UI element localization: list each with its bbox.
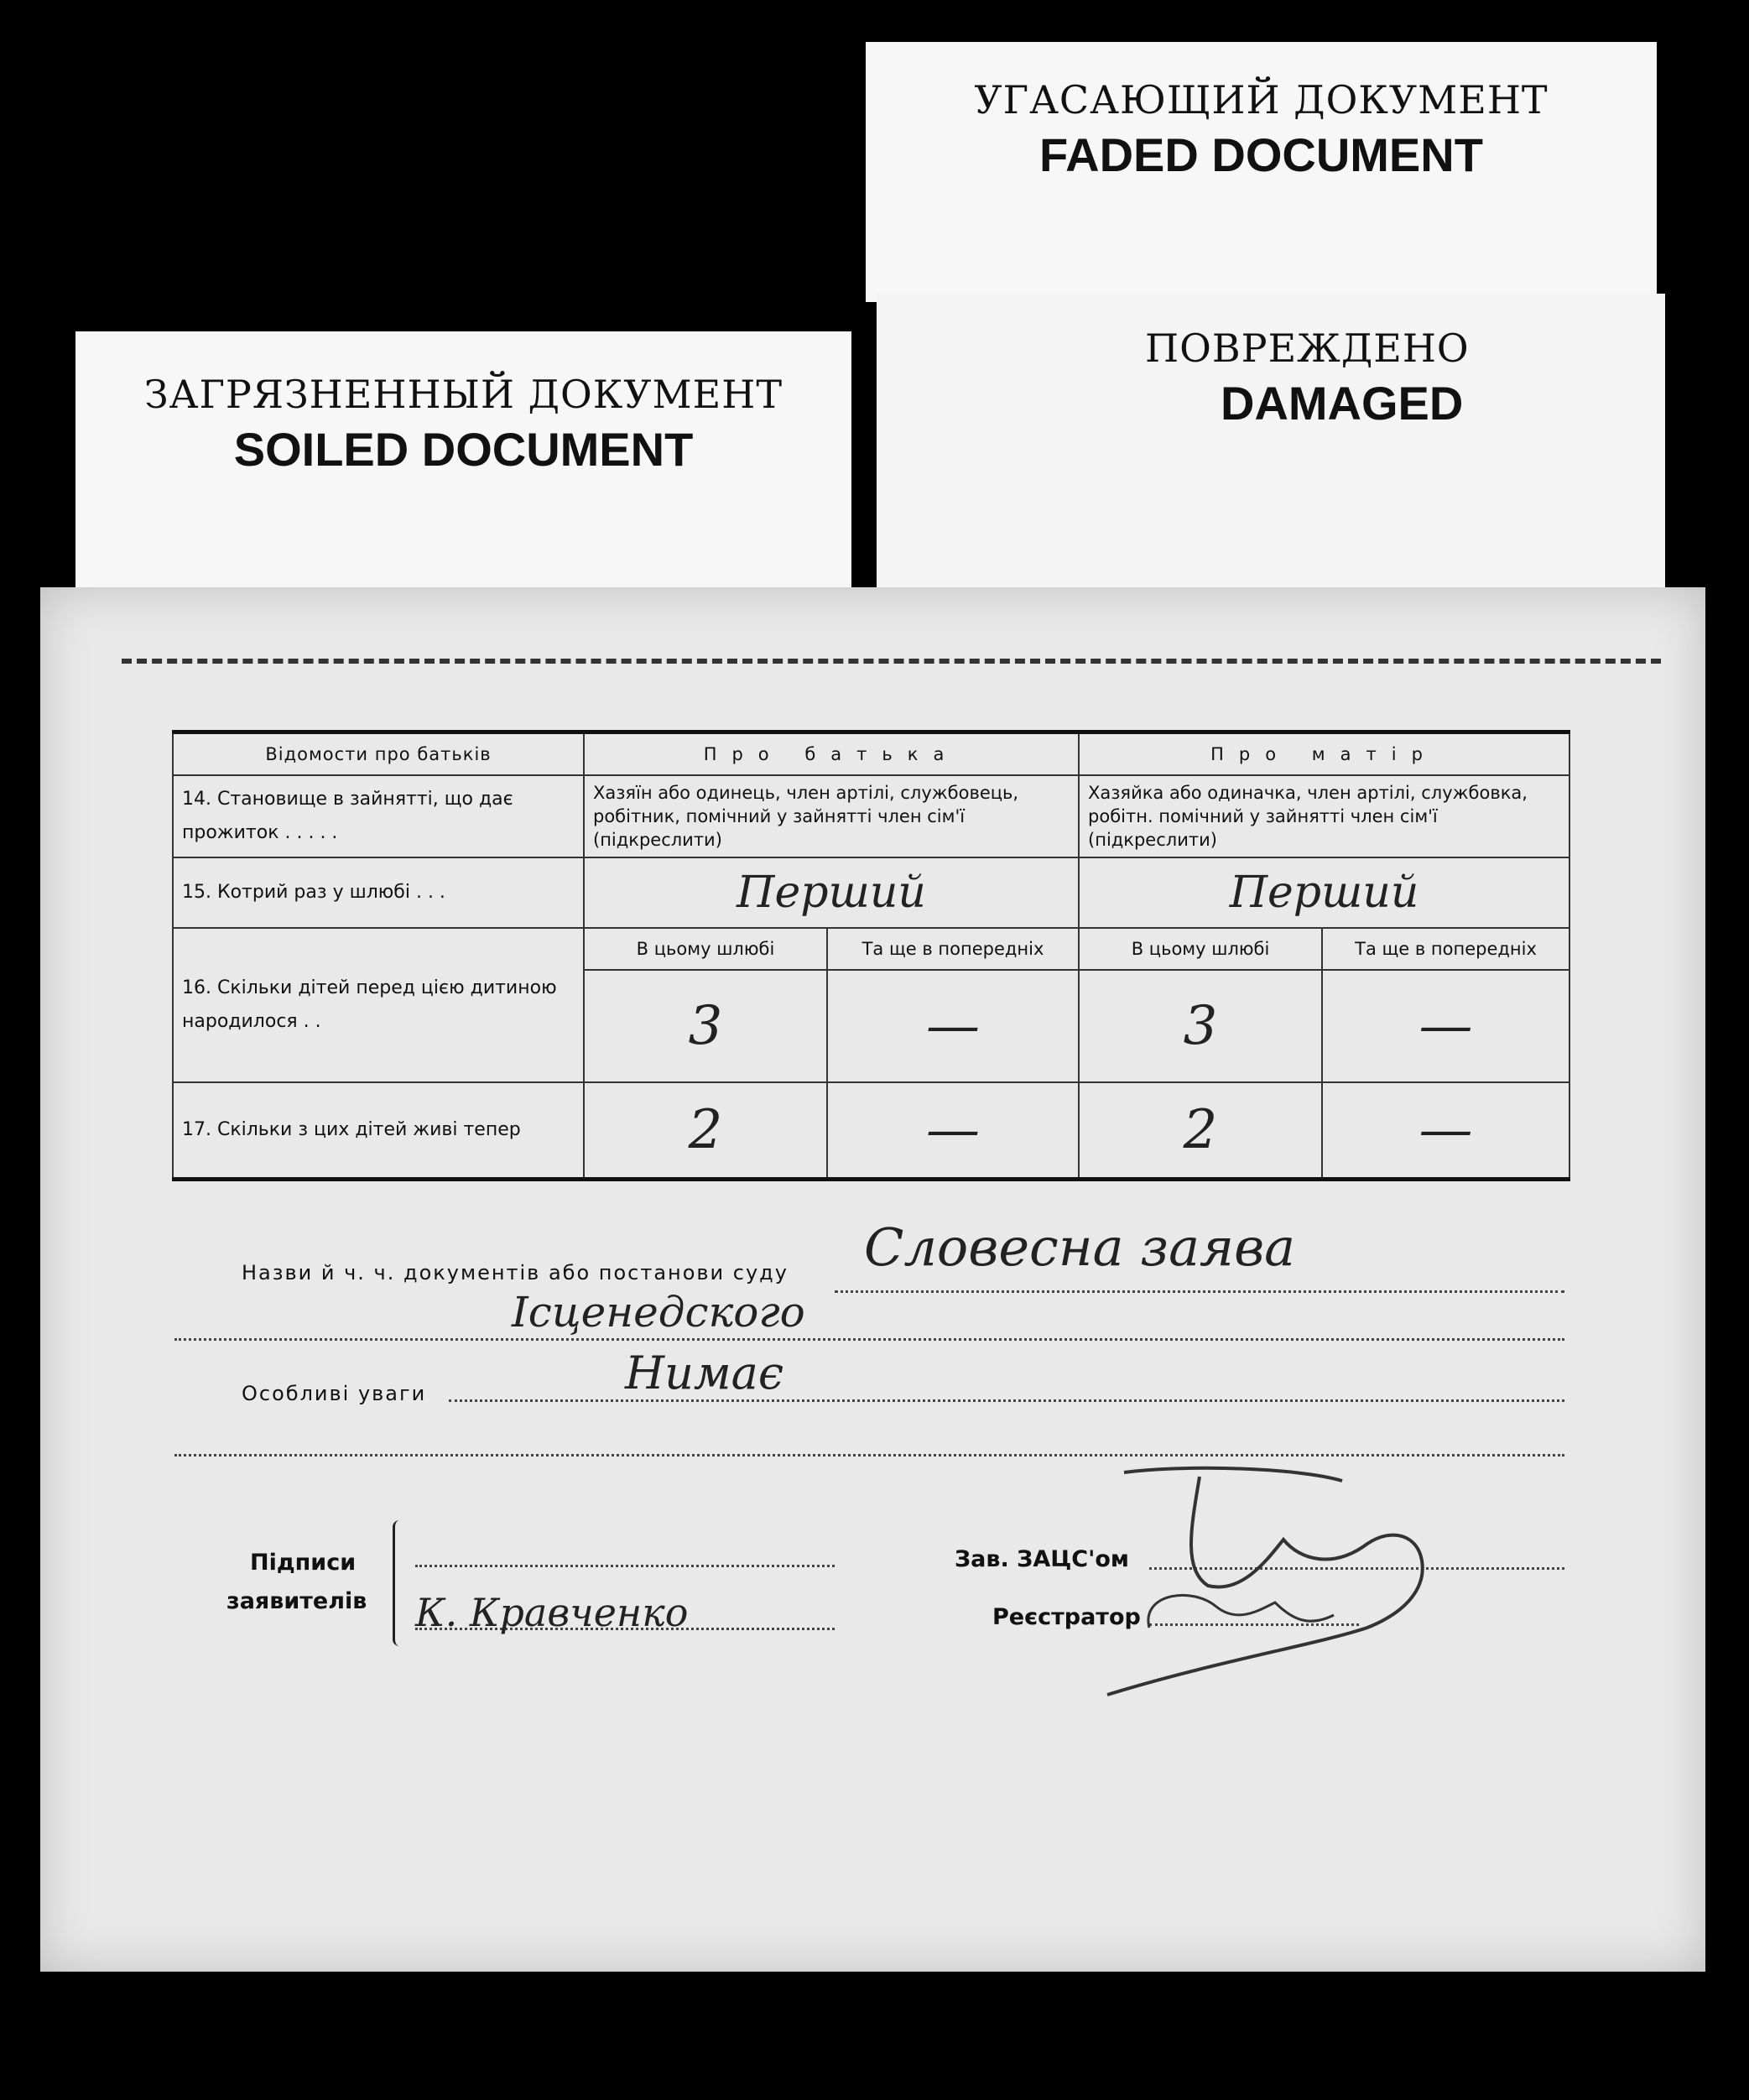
row14-father-options: Хазяїн або одинець, член артілі, службовець, робітник, помічний у зайнятті член сім'ї (підкреслити) [584,775,1079,857]
header-mother: Про матір [1079,732,1569,776]
applicants-label-1: Підписи [250,1550,357,1576]
row17-mother-prev: — [1322,1082,1569,1180]
table-subheader-row [173,928,1569,970]
table-header-row [173,732,1569,776]
documents-label: Назви й ч. ч. документів або постанови суду [242,1261,789,1284]
table-row [173,775,1569,857]
damaged-notice-ru: ПОВРЕЖДЕНО [1145,326,1470,371]
remarks-value: Нимає [625,1347,784,1399]
parents-info-table [172,730,1570,1181]
damaged-document-notice [877,294,1665,612]
subhead-father-prev: Та ще в попередніх [827,928,1079,970]
faded-notice-ru: УГАСАЮЩИЙ ДОКУМЕНТ [974,77,1549,122]
table-row [173,857,1569,928]
remarks-label: Особливі уваги [242,1382,427,1405]
documents-value-1: Словесна заява [864,1217,1296,1278]
subhead-mother-this: В цьому шлюбі [1079,928,1322,970]
damaged-notice-en: DAMAGED [1221,377,1464,430]
remarks-line-2 [174,1454,1564,1456]
head-registry-label: Зав. ЗАЦС'ом [955,1546,1129,1572]
applicants-label-2: заявителів [226,1588,367,1614]
applicants-brace [393,1520,407,1646]
applicant-signature: К. Кравченко [415,1590,689,1635]
row16-label: 16. Скільки дітей перед цією дитиною народилося . . [173,928,584,1082]
row17-father-prev: — [827,1082,1079,1180]
row14-mother-options: Хазяйка або одиначка, член артілі, службовка, робітн. помічний у зайнятті член сім'ї (підкреслити) [1079,775,1569,857]
soiled-notice-en: SOILED DOCUMENT [233,423,694,476]
row16-father-this: 3 [584,970,827,1082]
applicant-line-1 [415,1565,835,1567]
faded-notice-en: FADED DOCUMENT [1039,128,1483,181]
row14-label: 14. Становище в зайнятті, що дає прожиток . . . . . [173,775,584,857]
subhead-mother-prev: Та ще в попередніх [1322,928,1569,970]
soiled-notice-ru: ЗАГРЯЗНЕННЫЙ ДОКУМЕНТ [143,372,783,417]
faded-document-notice [866,42,1657,302]
row16-mother-this: 3 [1079,970,1322,1082]
soiled-document-notice [75,331,851,608]
header-parents-info: Відомости про батьків [173,732,584,776]
row17-mother-this: 2 [1079,1082,1322,1180]
table-row [173,1082,1569,1180]
registrar-label: Реєстратор [992,1604,1141,1630]
row15-father-value: Перший [584,857,1079,928]
row15-mother-value: Перший [1079,857,1569,928]
row15-label: 15. Котрий раз у шлюбі . . . [173,857,584,928]
row16-father-prev: — [827,970,1079,1082]
official-signature [1091,1460,1560,1720]
row17-label: 17. Скільки з цих дітей живі тепер [173,1082,584,1180]
perforation-line [122,659,1661,664]
documents-value-2: Ісценедского [512,1288,805,1337]
subhead-father-this: В цьому шлюбі [584,928,827,970]
row17-father-this: 2 [584,1082,827,1180]
header-father: Про батька [584,732,1079,776]
documents-line-2 [174,1338,1564,1341]
remarks-line [449,1399,1564,1402]
row16-mother-prev: — [1322,970,1569,1082]
documents-line [835,1290,1564,1293]
